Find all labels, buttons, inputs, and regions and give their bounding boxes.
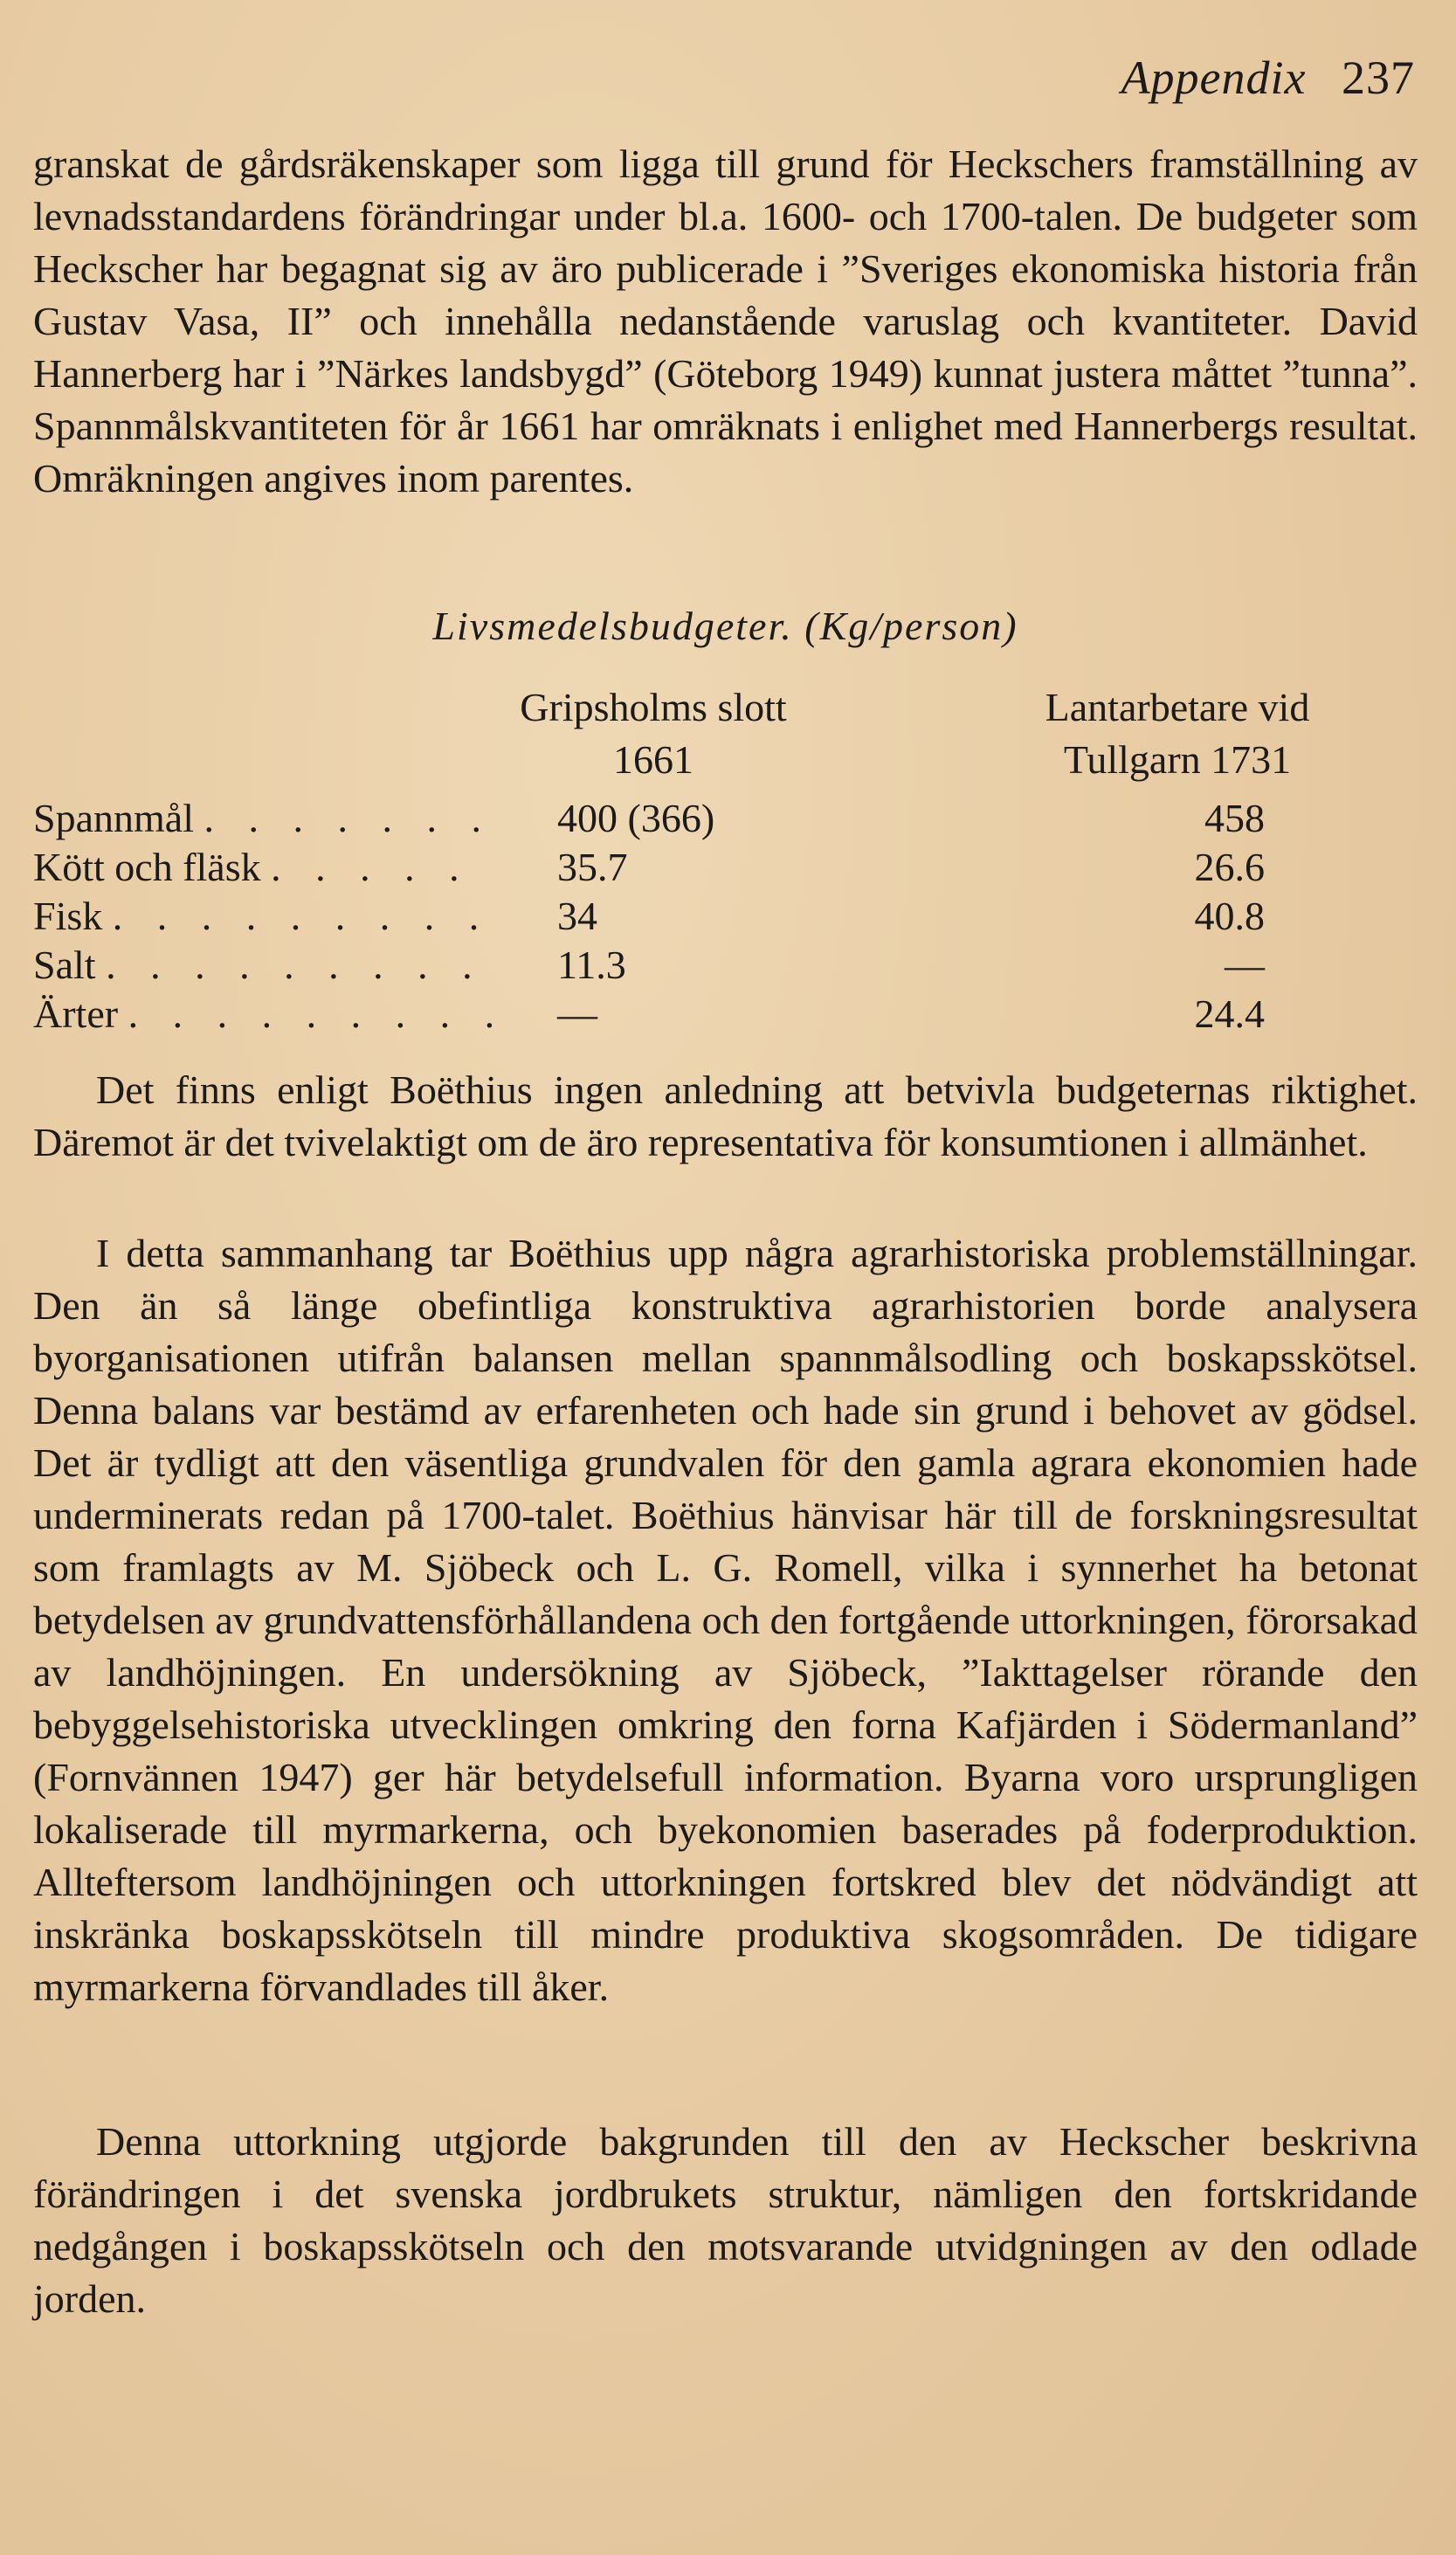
value-gripsholm: 400 (366) [557, 796, 715, 840]
column-header-gripsholm-line2: 1661 [613, 737, 693, 782]
body-paragraph: Det finns enligt Boëthius ingen anledning att betvivla budgeternas riktighet. Däremot är det tvivelaktigt om de äro representativa för konsumtionen i allmänhet. [33, 1067, 1418, 1164]
running-header [1121, 51, 1415, 105]
book-page [33, 0, 1422, 2555]
value-tullgarn: 26.6 [1194, 845, 1265, 889]
table-row [33, 844, 1418, 893]
value-gripsholm: 34 [557, 894, 597, 938]
value-tullgarn: 458 [1204, 796, 1265, 840]
column-header-gripsholm-line1: Gripsholms slott [520, 685, 787, 729]
row-label-text: Fisk [33, 894, 103, 938]
value-gripsholm: — [557, 991, 597, 1036]
row-label [33, 893, 491, 939]
column-header-tullgarn-line2: Tullgarn 1731 [1063, 737, 1292, 782]
running-title: Appendix [1121, 52, 1307, 104]
row-label-text: Ärter [33, 991, 119, 1036]
leader-dots: . . . . . . . . . [128, 991, 507, 1036]
value-tullgarn: — [1225, 943, 1265, 987]
table-caption: Livsmedelsbudgeter. (Kg/person) [432, 604, 1018, 648]
column-header-gripsholm [470, 681, 837, 786]
leader-dots: . . . . . . . [204, 796, 493, 840]
leader-dots: . . . . . . . . . [112, 894, 492, 938]
column-header-tullgarn [976, 681, 1378, 786]
value-tullgarn: 24.4 [1194, 991, 1265, 1036]
row-label [33, 795, 493, 841]
column-header-tullgarn-line1: Lantarbetare vid [1045, 685, 1310, 729]
table-row [33, 942, 1418, 991]
body-paragraph: Denna uttorkning utgjorde bakgrunden till den av Heckscher beskrivna förändringen i det svenska jordbrukets struktur, nämligen den fortskridande nedgången i boskapsskötseln och den motsvarande utvidgningen av den odlade jorden. [33, 2119, 1418, 2321]
value-tullgarn: 40.8 [1194, 894, 1265, 938]
row-label-text: Spannmål [33, 796, 194, 840]
value-gripsholm: 11.3 [557, 943, 626, 987]
row-label [33, 991, 507, 1037]
table-row [33, 893, 1418, 942]
row-label [33, 942, 485, 988]
body-paragraph: I detta sammanhang tar Boëthius upp några agrarhistoriska problemställningar. Den än så länge obefintliga konstruktiva agrarhistorien borde analysera byorganisationen utifrån balansen mellan spannmålsodling och boskapsskötsel. Denna balans var bestämd av erfarenheten och hade sin grund i behovet av gödsel. Det är tydligt att den väsentliga grundvalen för den gamla agrara ekonomien hade underminerats redan på 1700-talet. Boëthius hänvisar här till de forskningsresultat som framlagts av M. Sjöbeck och L. G. Romell, vilka i synnerhet ha betonat betydelsen av grundvattensförhållandena och den fortgående uttorkningen, förorsakad av landhöjningen. En undersökning av Sjöbeck, ”Iakttagelser rörande den bebyggelsehistoriska utvecklingen omkring den forna Kafjärden i Södermanland” (Fornvännen 1947) ger här betydelsefull information. Byarna voro ursprungligen lokaliserade till myrmarkerna, och byekonomien baserades på foderproduktion. Allteftersom landhöjningen och uttorkningen fortskred blev det nödvändigt att inskränka boskapsskötseln till mindre produktiva skogsområden. De tidigare myrmarkerna förvandlades till åker. [33, 1231, 1418, 2009]
intro-paragraph: granskat de gårdsräkenskaper som ligga till grund för Heckschers framställning av levnadsstandardens förändringar under bl.a. 1600- och 1700-talen. De budgeter som Heckscher har begagnat sig av äro publicerade i ”Sveriges ekonomiska historia från Gustav Vasa, II” och innehålla nedanstående varuslag och kvantiteter. David Hannerberg har i ”Närkes landsbygd” (Göteborg 1949) kunnat justera måttet ”tunna”. Spannmålskvantiteten för år 1661 har omräknats i enlighet med Hannerbergs resultat. Omräkningen angives inom parentes. [33, 142, 1418, 501]
table-row [33, 795, 1418, 844]
row-label-text: Salt [33, 943, 96, 987]
page-number: 237 [1342, 52, 1415, 104]
leader-dots: . . . . . . . . . [106, 943, 485, 987]
row-label-text: Kött och fläsk [33, 845, 261, 889]
leader-dots: . . . . . [271, 845, 472, 889]
row-label [33, 844, 472, 890]
table-row [33, 991, 1418, 1039]
value-gripsholm: 35.7 [557, 845, 628, 889]
